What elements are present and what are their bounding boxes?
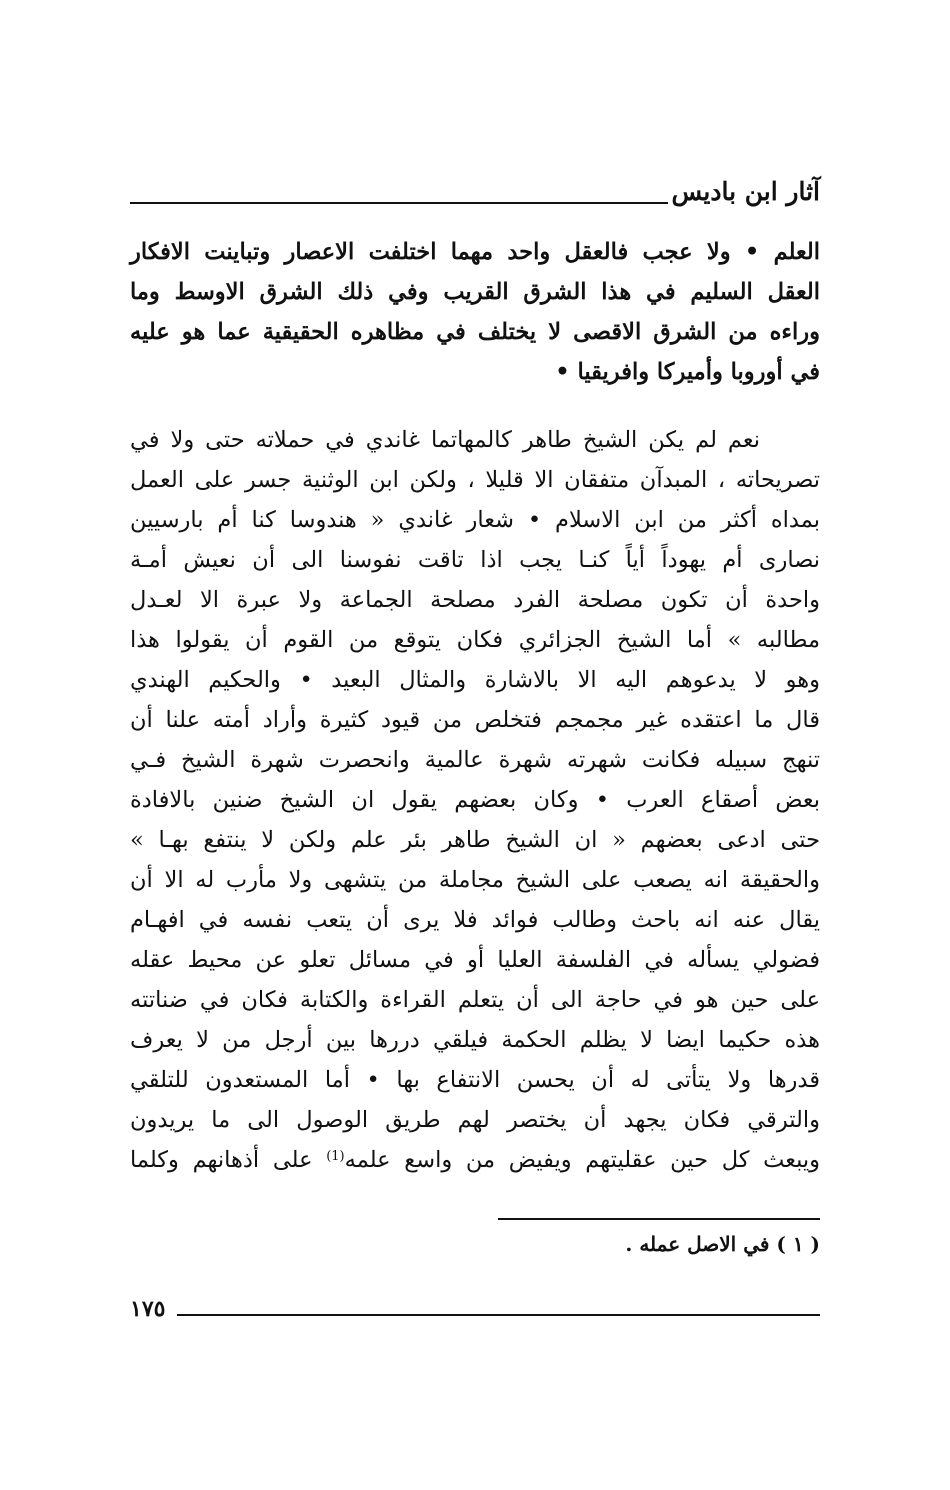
- running-header: [130, 166, 820, 210]
- text-line: فضولي يسأله في الفلسفة العليا أو في مسائل تعلو عن محيط عقله: [130, 947, 820, 973]
- footer-rule: [177, 1314, 820, 1316]
- text-line: حتى ادعى بعضهم « ان الشيخ طاهر بئر علم ولكن لا ينتفع بهـا »: [130, 827, 820, 853]
- text-line: على حين هو في حاجة الى أن يتعلم القراءة والكتابة فكان في ضناتته: [130, 987, 820, 1013]
- text-line: والحقيقة انه يصعب على الشيخ مجاملة من يتشهى ولا مأرب له الا أن: [130, 867, 820, 893]
- footnote-rule: [498, 1218, 820, 1220]
- text-line: مطالبه » أما الشيخ الجزائري فكان يتوقع من القوم أن يقولوا هذا: [130, 627, 820, 653]
- text-line-with-note: [130, 1140, 820, 1180]
- text-line: وهو لا يدعوهم اليه الا بالاشارة والمثال البعيد • والحكيم الهندي: [130, 667, 820, 693]
- header-rule: [130, 202, 668, 204]
- text-line: تنهج سبيله فكانت شهرته شهرة عالمية وانحصرت شهرة الشيخ فـي: [130, 747, 820, 773]
- text-line: العلم • ولا عجب فالعقل واحد مهما اختلفت الاعصار وتباينت الافكار: [130, 239, 820, 265]
- footnote-marker: (1): [326, 1149, 345, 1164]
- paragraph-1: [130, 232, 820, 392]
- text-line: قال ما اعتقده غير مجمجم فتخلص من قيود كثيرة وأراد أمته علنا أن: [130, 707, 820, 733]
- text-line: والترقي فكان يجهد أن يختصر لهم طريق الوصول الى ما يريدون: [130, 1107, 820, 1133]
- page-number: ١٧٥: [130, 1296, 166, 1322]
- text-line: واحدة أن تكون مصلحة الفرد مصلحة الجماعة ولا عبرة الا لعـدل: [130, 587, 820, 613]
- page-footer: [130, 1290, 820, 1322]
- running-title: آثار ابن باديس: [671, 177, 820, 206]
- text-line: بمداه أكثر من ابن الاسلام • شعار غاندي « هندوسا كنا أم بارسيين: [130, 507, 820, 533]
- paragraph-2: [130, 420, 820, 1180]
- text-line: هذه حكيما ايضا لا يظلم الحكمة فيلقي دررها بين أرجل من لا يعرف: [130, 1027, 820, 1053]
- text-line: قدرها ولا يتأتى له أن يحسن الانتفاع بها • أما المستعدون للتلقي: [130, 1067, 820, 1093]
- text-line: تصريحاته ، المبدآن متفقان الا قليلا ، ولكن ابن الوثنية جسر على العمل: [130, 467, 820, 493]
- text-line: العقل السليم في هذا الشرق القريب وفي ذلك الشرق الاوسط وما: [130, 279, 820, 305]
- text-line: وراءه من الشرق الاقصى لا يختلف في مظاهره الحقيقية عما هو عليه: [130, 319, 820, 345]
- footnote: ( ١ ) في الاصل عمله .: [625, 1232, 820, 1256]
- text-line: بعض أصقاع العرب • وكان بعضهم يقول ان الشيخ ضنين بالافادة: [130, 787, 820, 813]
- text-fragment: على أذهانهم وكلما: [130, 1147, 327, 1173]
- text-line: في أوروبا وأميركا وافريقيا •: [555, 359, 820, 385]
- text-line: يقال عنه انه باحث وطالب فوائد فلا يرى أن يتعب نفسه في افهـام: [130, 907, 820, 933]
- text-line: نعم لم يكن الشيخ طاهر كالمهاتما غاندي في حملاته حتى ولا في: [130, 427, 760, 453]
- text-line: نصارى أم يهوداً أياً كنـا يجب اذا تاقت نفوسنا الى أن نعيش أمـة: [130, 547, 820, 573]
- text-fragment: ويبعث كل حين عقليتهم ويفيض من واسع علمه: [344, 1147, 820, 1173]
